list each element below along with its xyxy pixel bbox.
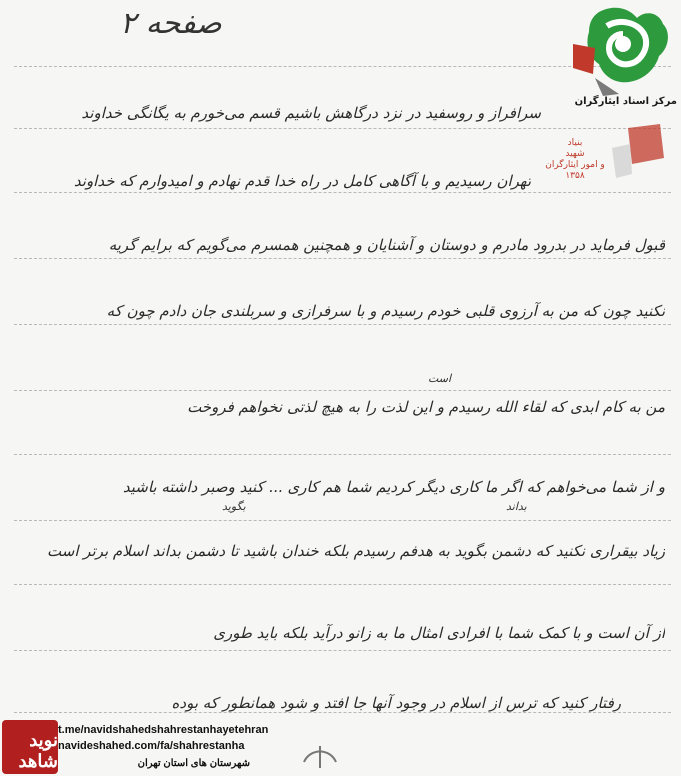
ruled-line	[14, 712, 671, 713]
telegram-link[interactable]: t.me/navidshahedshahrestanhayetehran	[58, 724, 269, 736]
stamp-text	[540, 138, 610, 182]
letter-line: و از شما می‌خواهم که اگر ما کاری دیگر کردیم شما هم کاری ... کنید وصبر داشته باشید	[122, 478, 665, 496]
footer-watermark	[0, 718, 300, 776]
navid-shahed-logo	[2, 720, 58, 774]
stamp-line: و امور ایثارگران	[545, 160, 605, 170]
interlinear-note: بداند	[506, 500, 527, 513]
stamp-line: بنیاد	[567, 138, 583, 148]
ruled-line	[14, 324, 671, 325]
ruled-line	[14, 584, 671, 585]
ruled-line	[14, 520, 671, 521]
letter-line: تهران رسیدیم و با آگاهی کامل در راه خدا قدم نهادم و امیدوارم که خداوند	[73, 172, 531, 190]
interlinear-note: است	[428, 372, 452, 385]
logo-text: نوید شاهد	[18, 730, 58, 772]
letter-line: از آن است و با کمک شما با افرادی امثال ما به زانو درآید بلکه باید طوری	[213, 624, 665, 642]
letter-line: من به کام ابدی که لقاء الله رسیدم و این لذت را به هیچ لذتی نخواهم فروخت	[187, 398, 665, 416]
letter-line: سرافراز و روسفید در نزد درگاهش باشیم قسم می‌خورم به یگانگی خداوند	[81, 104, 541, 122]
letter-line: نکنید چون که من به آرزوی قلبی خودم رسیدم و با سرفرازی و سربلندی جان دادم چون که	[106, 302, 665, 320]
ruled-line	[14, 650, 671, 651]
interlinear-note: بگوید	[222, 500, 246, 513]
emblem-icon	[300, 742, 340, 772]
logo-caption: مرکز اسناد ایثارگران	[574, 96, 677, 107]
letter-line: رفتار کنید که ترس از اسلام در وجود آنها جا افتد و شود همانطور که بوده	[171, 694, 621, 712]
stamp-line: شهید	[565, 149, 585, 159]
page-number: صفحه ۲	[120, 6, 222, 41]
website-link[interactable]: navideshahed.com/fa/shahrestanha	[58, 740, 245, 752]
ruled-line	[14, 258, 671, 259]
stamp-line: ۱۳۵۸	[565, 171, 585, 181]
letter-line: قبول فرماید در بدرود مادرم و دوستان و آشنایان و همچنین همسرم می‌گویم که برایم گریه	[108, 236, 665, 254]
footer-tagline: شهرستان های استان تهران	[137, 758, 250, 769]
letter-line: زیاد بیقراری نکنید که دشمن بگوید به هدفم رسیدم بلکه خندان باشید تا دشمن بداند اسلام برتر است	[47, 542, 665, 560]
ruled-line	[14, 390, 671, 391]
ruled-line	[14, 454, 671, 455]
